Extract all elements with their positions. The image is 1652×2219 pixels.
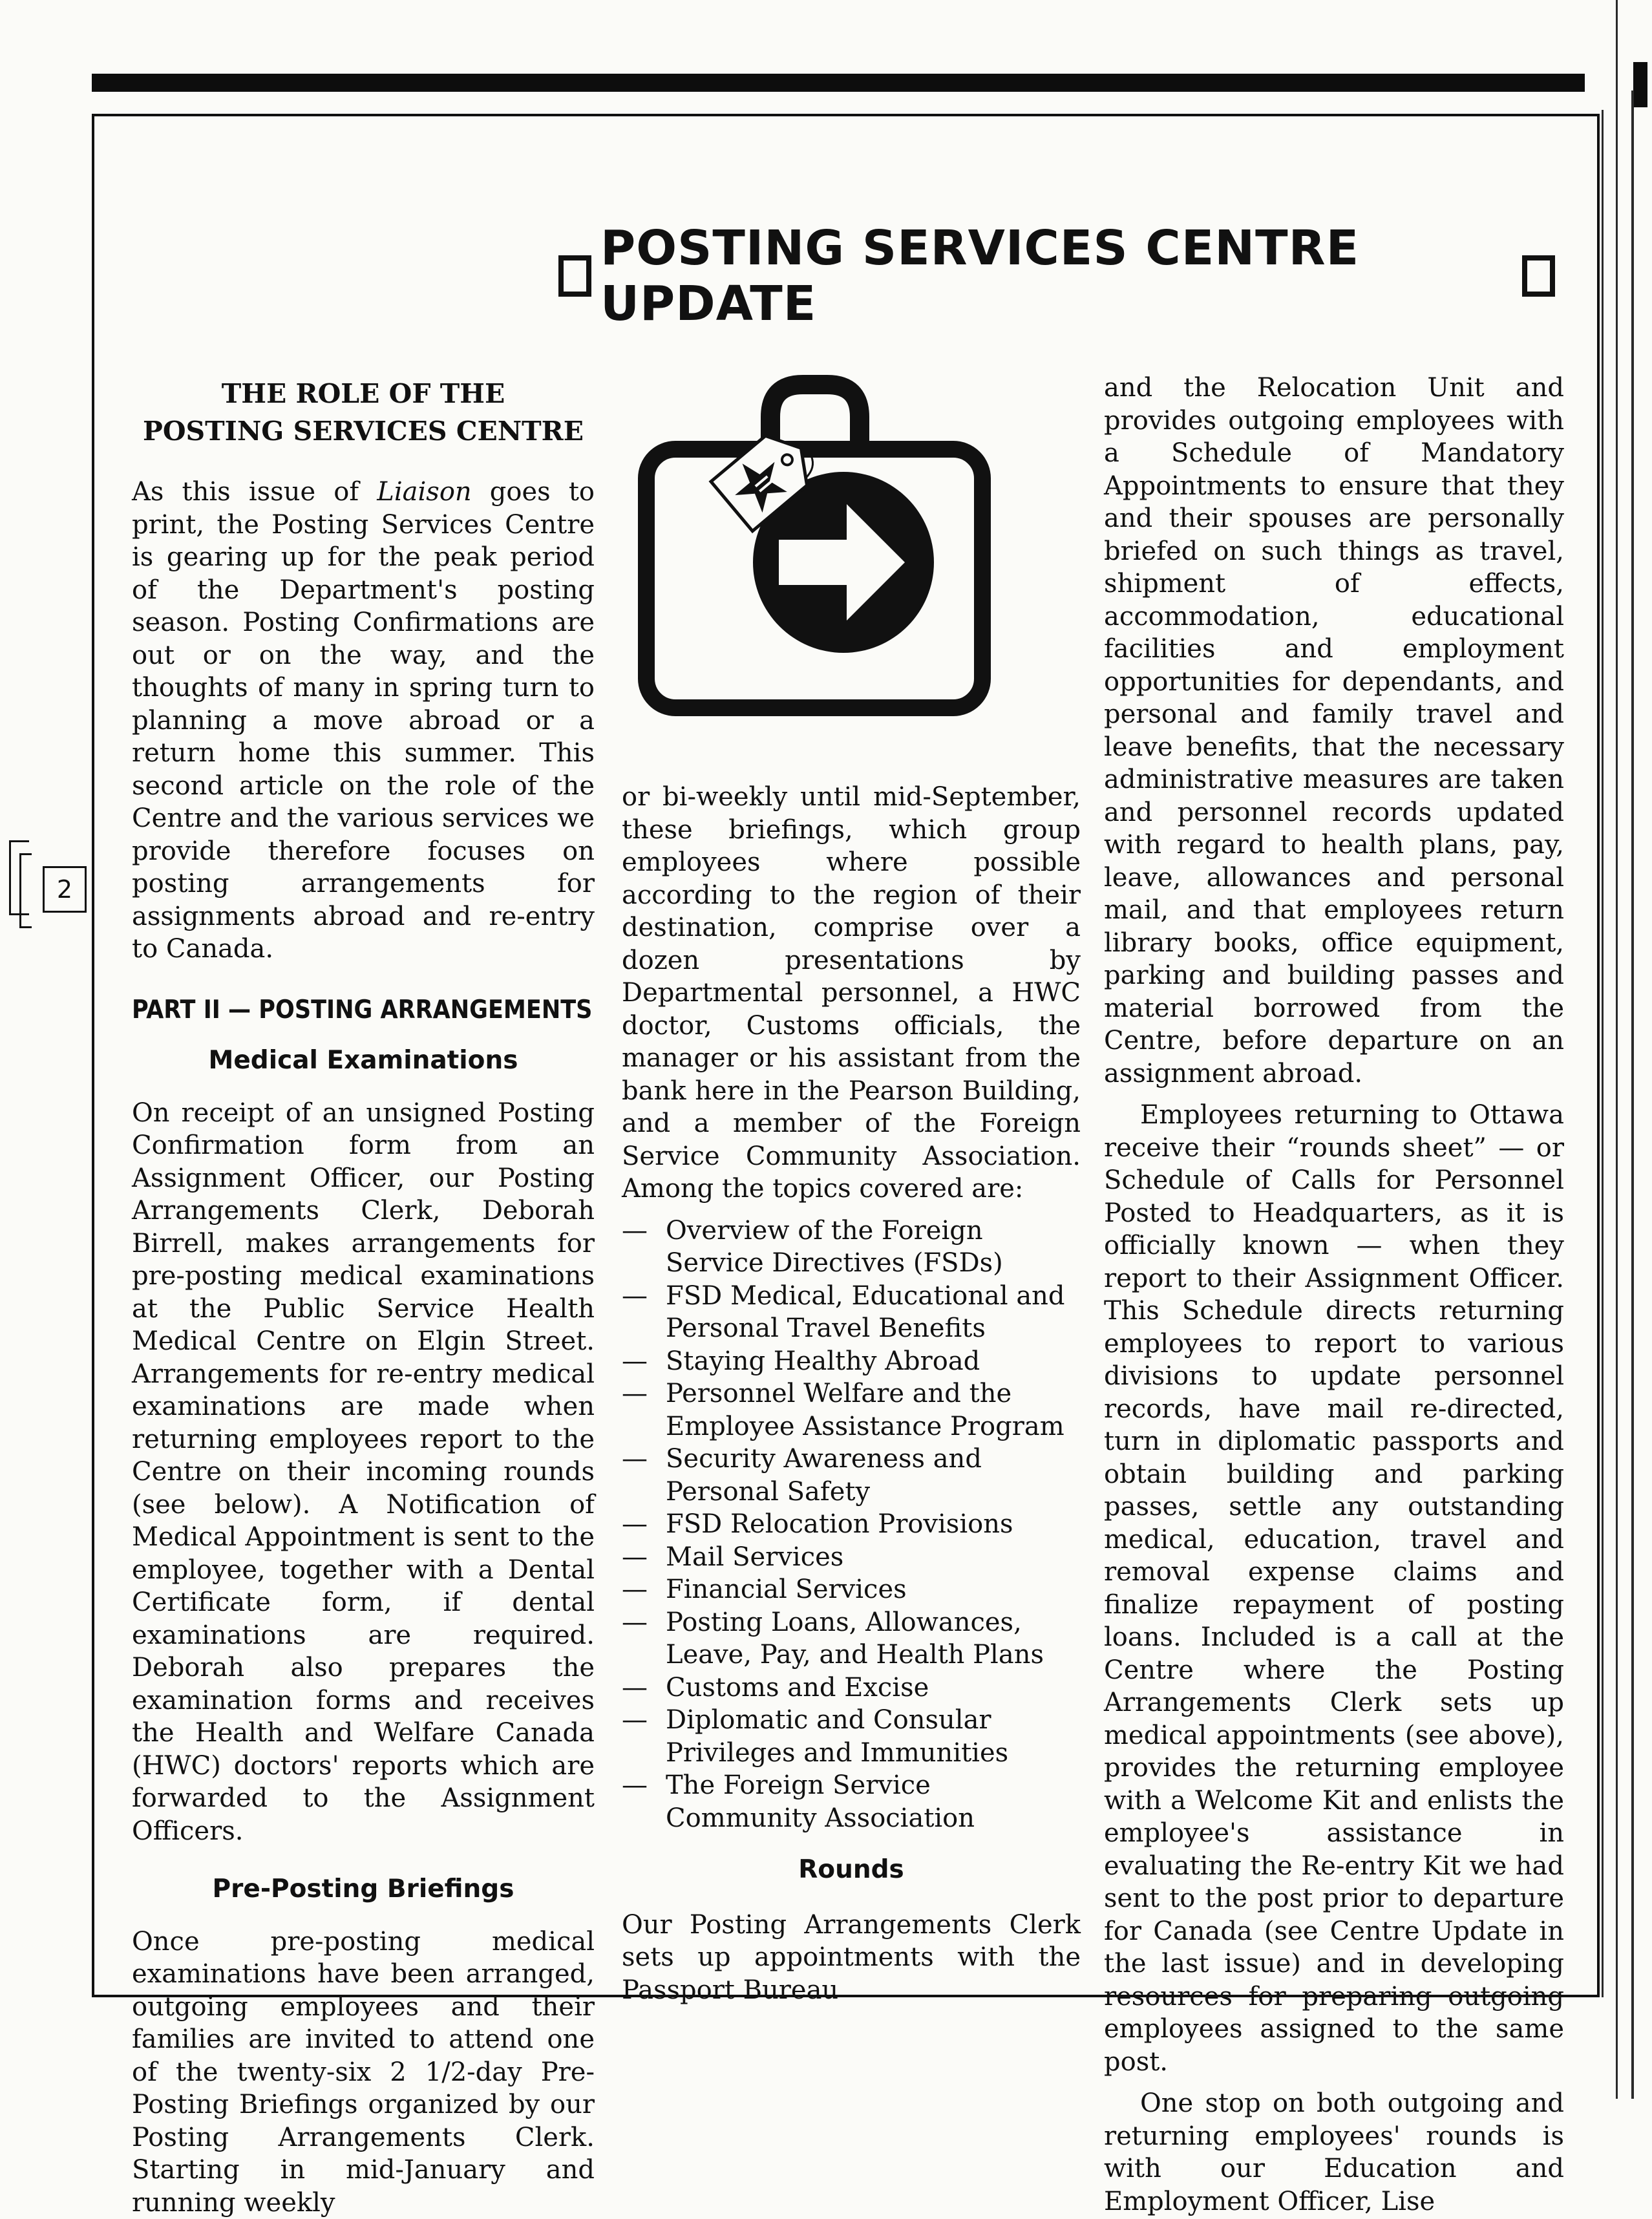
intro-paragraph	[132, 476, 595, 966]
top-rule	[92, 74, 1585, 92]
returning-paragraph: Employees returning to Ottawa receive their “rounds sheet” — or Schedule of Calls for Personnel Posted to Headquarters, as it is officially known — when they report to their Assignment Officer. This Schedule directs returning employees to report to various divisions to update personnel records, have mail re-directed, turn in diplomatic passports and obtain building and parking passes, settle any outstanding medical, education, travel and removal expense claims and finalize repayment of posting loans. Included is a call at the Centre where the Posting Arrangements Clerk sets up medical appointments (see above), provides the returning employee with a Welcome Kit and enlists the employee's assistance in evaluating the Re-entry Kit we had sent to the post prior to departure for Canada (see Centre Update in the last issue) and in developing resources for preparing outgoing employees assigned to the same post.	[1104, 1099, 1564, 2078]
briefings-continued-paragraph: or bi-weekly until mid-September, these briefings, which group employees where possible according to the region of their destination, comprise over a dozen presentations by Departmental personnel, a HWC doctor, Customs officials, the manager or his assistant from the bank here in the Pearson Building, and a member of the Foreign Service Community Association. Among the topics covered are:	[622, 781, 1081, 1205]
intro-text-start: As this issue of	[132, 477, 377, 507]
list-item: — Security Awareness and Personal Safety	[622, 1443, 1081, 1508]
column-3	[1104, 372, 1564, 2218]
rounds-continued-paragraph: and the Relocation Unit and provides outgoing employees with a Schedule of Mandatory Appointments to ensure that they and their spouses are personally briefed on such things as travel, shipment of effects, accommodation, educational facilities and employment opportunities for dependants, and personal and family travel and leave benefits, that the necessary administrative measures are taken and personnel records updated with regard to health plans, pay, leave, allowances and personal mail, and that employees return library books, office equipment, parking and building passes and material borrowed from the Centre, before departure on an assignment abroad.	[1104, 372, 1564, 1090]
one-stop-paragraph: One stop on both outgoing and returning employees' rounds is with our Education and Employment Officer, Lise	[1104, 2087, 1564, 2218]
page-title-text: POSTING SERVICES CENTRE UPDATE	[600, 220, 1513, 332]
article-heading	[132, 375, 595, 450]
briefings-heading: Pre-Posting Briefings	[132, 1873, 595, 1906]
column-2	[622, 781, 1081, 2006]
list-item: — FSD Medical, Educational and Personal Travel Benefits	[622, 1280, 1081, 1345]
list-item: — Posting Loans, Allowances, Leave, Pay, and Health Plans	[622, 1606, 1081, 1672]
list-item: — Mail Services	[622, 1541, 1081, 1574]
medical-paragraph: On receipt of an unsigned Posting Confirmation form from an Assignment Officer, our Posting Arrangements Clerk, Deborah Birrell, makes arrangements for pre-posting medical examinations at the Public Service Health Medical Centre on Elgin Street. Arrangements for re-entry medical examinations are made when returning employees report to the Centre on their incoming rounds (see below). A Notification of Medical Appointment is sent to the employee, together with a Dental Certificate form, if dental examinations are required. Deborah also prepares the examination forms and receives the Health and Welfare Canada (HWC) doctors' reports which are forwarded to the Assignment Officers.	[132, 1097, 595, 1848]
list-item: — Financial Services	[622, 1573, 1081, 1606]
list-item: — Personnel Welfare and the Employee Assistance Program	[622, 1377, 1081, 1443]
rounds-heading: Rounds	[622, 1854, 1081, 1887]
rounds-paragraph: Our Posting Arrangements Clerk sets up appointments with the Passport Bureau	[622, 1909, 1081, 2007]
medical-heading: Medical Examinations	[132, 1045, 595, 1078]
right-binding-line	[1602, 110, 1604, 1997]
page-edge-line	[1616, 0, 1618, 2099]
page-title	[549, 240, 1564, 312]
square-bullet-icon	[558, 255, 591, 297]
square-bullet-icon	[1522, 255, 1555, 297]
publication-name: Liaison	[377, 477, 471, 507]
column-1	[132, 375, 595, 2219]
margin-bracket-inner	[19, 853, 32, 928]
page-edge-line-2	[1631, 90, 1634, 2099]
briefings-paragraph: Once pre-posting medical examinations have been arranged, outgoing employees and their families are invited to attend one of the twenty-six 2 1/2-day Pre-Posting Briefings organized by our Posting Arrangements Clerk. Starting in mid-January and running weekly	[132, 1926, 595, 2219]
part-heading: PART II — POSTING ARRANGEMENTS	[132, 994, 595, 1027]
list-item: — Diplomatic and Consular Privileges and Immunities	[622, 1704, 1081, 1769]
article-heading-line-1: THE ROLE OF THE	[132, 375, 595, 412]
intro-text-end: goes to print, the Posting Services Centre is gearing up for the peak period of the Department's posting season. Posting Confirmations are out or on the way, and the thoughts of many in spring turn to planning a move abroad or a return home this summer. This second article on the role of the Centre and the various services we provide therefore focuses on posting arrangements for assignments abroad and re-entry to Canada.	[132, 477, 595, 964]
suitcase-arrow-illustration	[633, 372, 995, 734]
list-item: — Overview of the Foreign Service Directives (FSDs)	[622, 1215, 1081, 1280]
article-heading-line-2: POSTING SERVICES CENTRE	[132, 412, 595, 450]
list-item: — Customs and Excise	[622, 1672, 1081, 1704]
list-item: — The Foreign Service Community Association	[622, 1769, 1081, 1834]
topics-list	[622, 1215, 1081, 1835]
list-item: — Staying Healthy Abroad	[622, 1345, 1081, 1378]
right-edge-bar	[1633, 62, 1647, 107]
page-number: 2	[43, 866, 87, 913]
list-item: — FSD Relocation Provisions	[622, 1508, 1081, 1541]
